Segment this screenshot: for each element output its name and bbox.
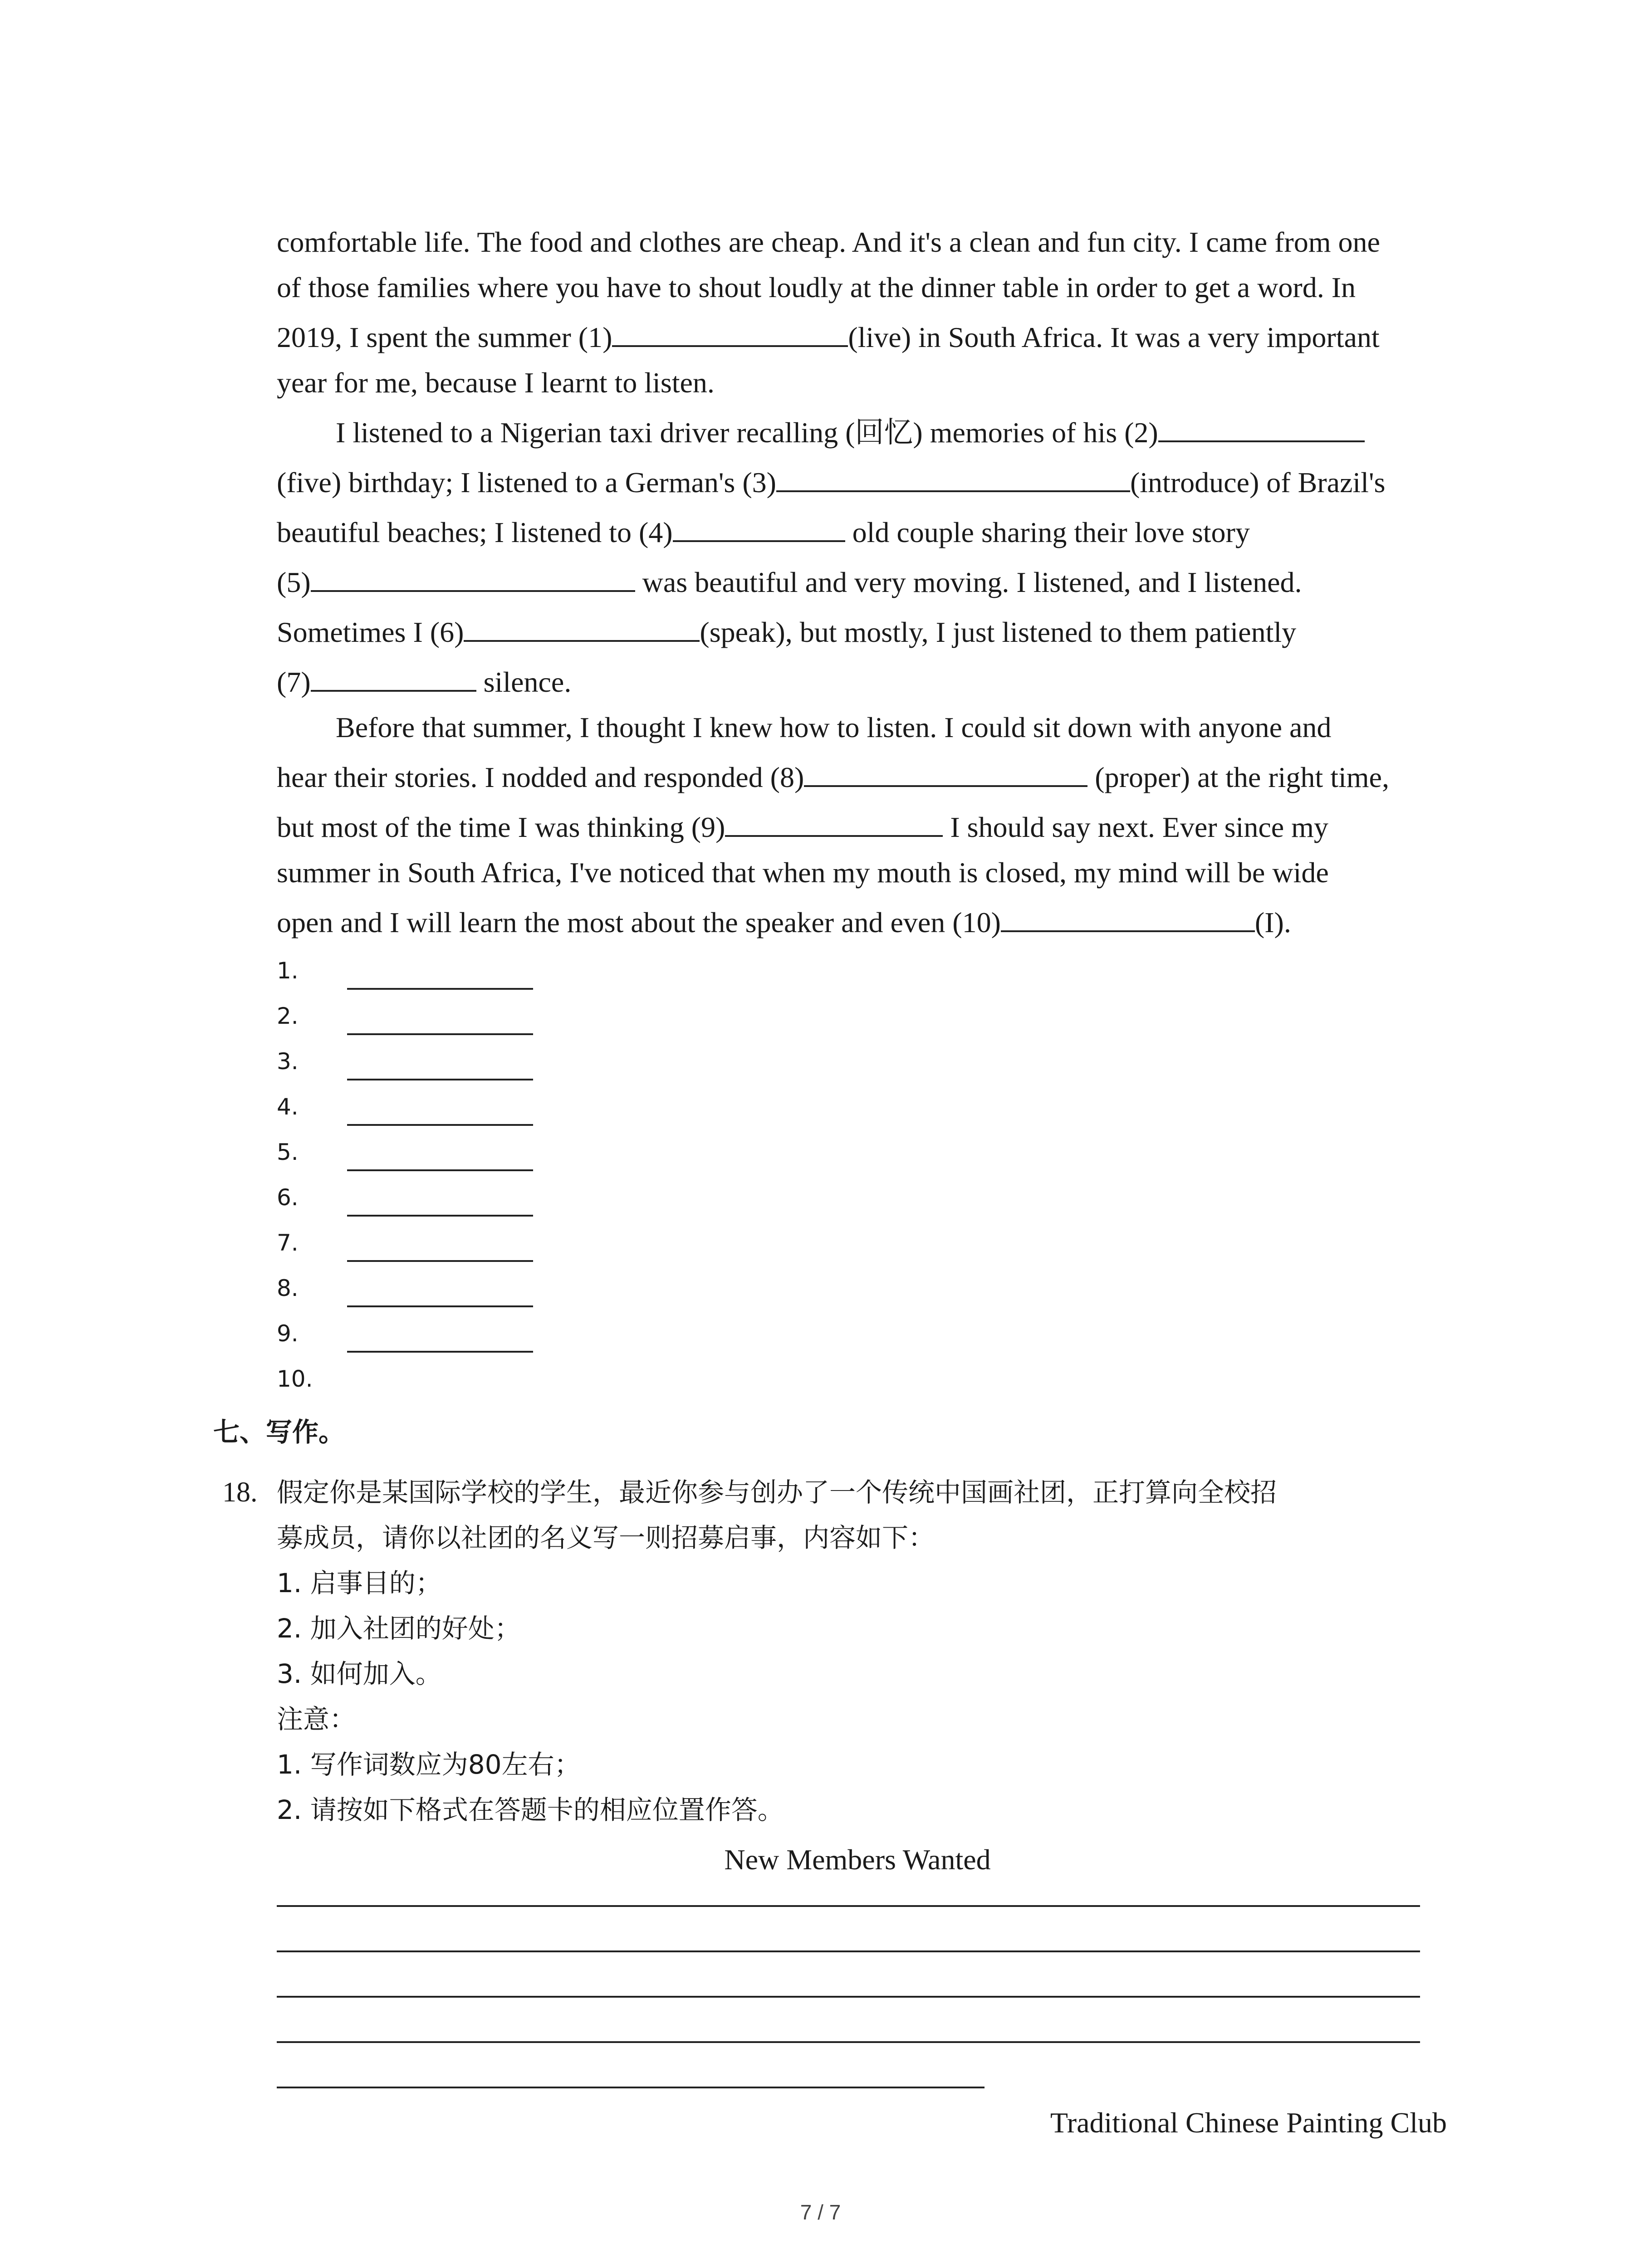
passage-text: (proper) at the right time, bbox=[1087, 761, 1389, 793]
note-item: 2. 请按如下格式在答题卡的相应位置作答。 bbox=[277, 1794, 784, 1825]
passage-text: (live) in South Africa. It was a very important bbox=[848, 321, 1380, 353]
answer-number: 3. bbox=[277, 1048, 299, 1075]
passage-line bbox=[336, 703, 1438, 752]
passage-line bbox=[277, 803, 1438, 852]
passage-text: summer in South Africa, I've noticed that when my mouth is closed, my mind will be wide bbox=[277, 856, 1329, 889]
passage-line bbox=[277, 458, 1438, 507]
passage-text: comfortable life. The food and clothes are cheap. And it's a clean and fun city. I came from one bbox=[277, 226, 1380, 258]
writing-line[interactable] bbox=[277, 1996, 1420, 1998]
blank-9[interactable] bbox=[725, 808, 943, 837]
answer-line[interactable] bbox=[347, 988, 533, 990]
passage-line bbox=[277, 898, 1438, 947]
passage-line bbox=[277, 558, 1438, 607]
passage-text: open and I will learn the most about the speaker and even (10) bbox=[277, 906, 1001, 938]
note-item: 1. 写作词数应为80左右； bbox=[277, 1749, 581, 1780]
passage-line bbox=[277, 608, 1438, 657]
passage-text: (five) birthday; I listened to a German's (3) bbox=[277, 466, 776, 499]
passage-text: was beautiful and very moving. I listened, and I listened. bbox=[635, 566, 1302, 598]
answer-line[interactable] bbox=[347, 1305, 533, 1307]
passage-text: (5) bbox=[277, 566, 311, 598]
writing-line[interactable] bbox=[277, 2087, 985, 2088]
passage-text: I should say next. Ever since my bbox=[943, 811, 1328, 843]
passage-line bbox=[277, 313, 1438, 362]
blank-6[interactable] bbox=[464, 613, 700, 642]
passage-text: but most of the time I was thinking (9) bbox=[277, 811, 725, 843]
writing-line[interactable] bbox=[277, 1905, 1420, 1907]
page-number: 7 / 7 bbox=[800, 2200, 841, 2224]
passage-line bbox=[277, 218, 1438, 267]
answer-number: 4. bbox=[277, 1094, 299, 1120]
answer-number: 1. bbox=[277, 958, 299, 984]
question-number: 18. bbox=[222, 1477, 258, 1508]
blank-1[interactable] bbox=[612, 318, 848, 347]
answer-number: 6. bbox=[277, 1184, 299, 1211]
notice-signature: Traditional Chinese Painting Club bbox=[1050, 2107, 1447, 2139]
passage-line bbox=[336, 408, 1438, 457]
passage-line bbox=[277, 753, 1438, 802]
passage-text: (speak), but mostly, I just listened to them patiently bbox=[700, 616, 1297, 648]
answer-number: 10. bbox=[277, 1366, 313, 1392]
passage-text: 2019, I spent the summer (1) bbox=[277, 321, 612, 353]
passage-line bbox=[277, 358, 1438, 407]
answer-number: 2. bbox=[277, 1003, 299, 1029]
passage-text: year for me, because I learnt to listen. bbox=[277, 367, 715, 399]
answer-line[interactable] bbox=[347, 1215, 533, 1217]
passage-text: Before that summer, I thought I knew how to listen. I could sit down with anyone and bbox=[336, 711, 1332, 743]
passage-text: Sometimes I (6) bbox=[277, 616, 464, 648]
passage-line bbox=[277, 508, 1438, 557]
answer-number: 9. bbox=[277, 1320, 299, 1347]
answer-number: 5. bbox=[277, 1139, 299, 1165]
passage-text: (I). bbox=[1254, 906, 1291, 938]
question-item: 1. 启事目的； bbox=[277, 1568, 442, 1598]
passage-text: beautiful beaches; I listened to (4) bbox=[277, 516, 673, 548]
blank-3[interactable] bbox=[776, 463, 1130, 492]
writing-line[interactable] bbox=[277, 1950, 1420, 1952]
blank-10[interactable] bbox=[1001, 903, 1255, 932]
question-text: 募成员，请你以社团的名义写一则招募启事，内容如下： bbox=[277, 1522, 935, 1553]
passage-line bbox=[277, 658, 1438, 707]
question-text: 假定你是某国际学校的学生，最近你参与创办了一个传统中国画社团，正打算向全校招 bbox=[277, 1477, 1277, 1508]
notice-title: New Members Wanted bbox=[724, 1843, 991, 1876]
section-title: 七、写作。 bbox=[213, 1417, 345, 1447]
answer-number: 7. bbox=[277, 1230, 299, 1256]
blank-7[interactable] bbox=[311, 663, 476, 692]
blank-2[interactable] bbox=[1158, 413, 1365, 442]
blank-8[interactable] bbox=[804, 758, 1087, 787]
passage-text: I listened to a Nigerian taxi driver recalling (回忆) memories of his (2) bbox=[336, 416, 1158, 449]
answer-line[interactable] bbox=[347, 1260, 533, 1262]
passage-text: silence. bbox=[476, 666, 572, 698]
answer-number: 8. bbox=[277, 1275, 299, 1301]
answer-line[interactable] bbox=[347, 1351, 533, 1353]
answer-line[interactable] bbox=[347, 1169, 533, 1171]
passage-text: hear their stories. I nodded and responded (8) bbox=[277, 761, 804, 793]
answer-line[interactable] bbox=[347, 1124, 533, 1126]
answer-line[interactable] bbox=[347, 1079, 533, 1080]
answer-line[interactable] bbox=[347, 1033, 533, 1035]
writing-line[interactable] bbox=[277, 2041, 1420, 2043]
passage-line bbox=[277, 848, 1438, 897]
question-item: 3. 如何加入。 bbox=[277, 1658, 442, 1689]
question-item: 2. 加入社团的好处； bbox=[277, 1613, 521, 1644]
passage-text: (7) bbox=[277, 666, 311, 698]
passage-line bbox=[277, 263, 1438, 312]
passage-text: old couple sharing their love story bbox=[845, 516, 1250, 548]
passage-text: of those families where you have to shout loudly at the dinner table in order to get a word. In bbox=[277, 271, 1356, 303]
passage-text: (introduce) of Brazil's bbox=[1130, 466, 1386, 499]
note-label: 注意： bbox=[277, 1704, 356, 1735]
blank-5[interactable] bbox=[311, 563, 635, 592]
blank-4[interactable] bbox=[673, 513, 845, 542]
